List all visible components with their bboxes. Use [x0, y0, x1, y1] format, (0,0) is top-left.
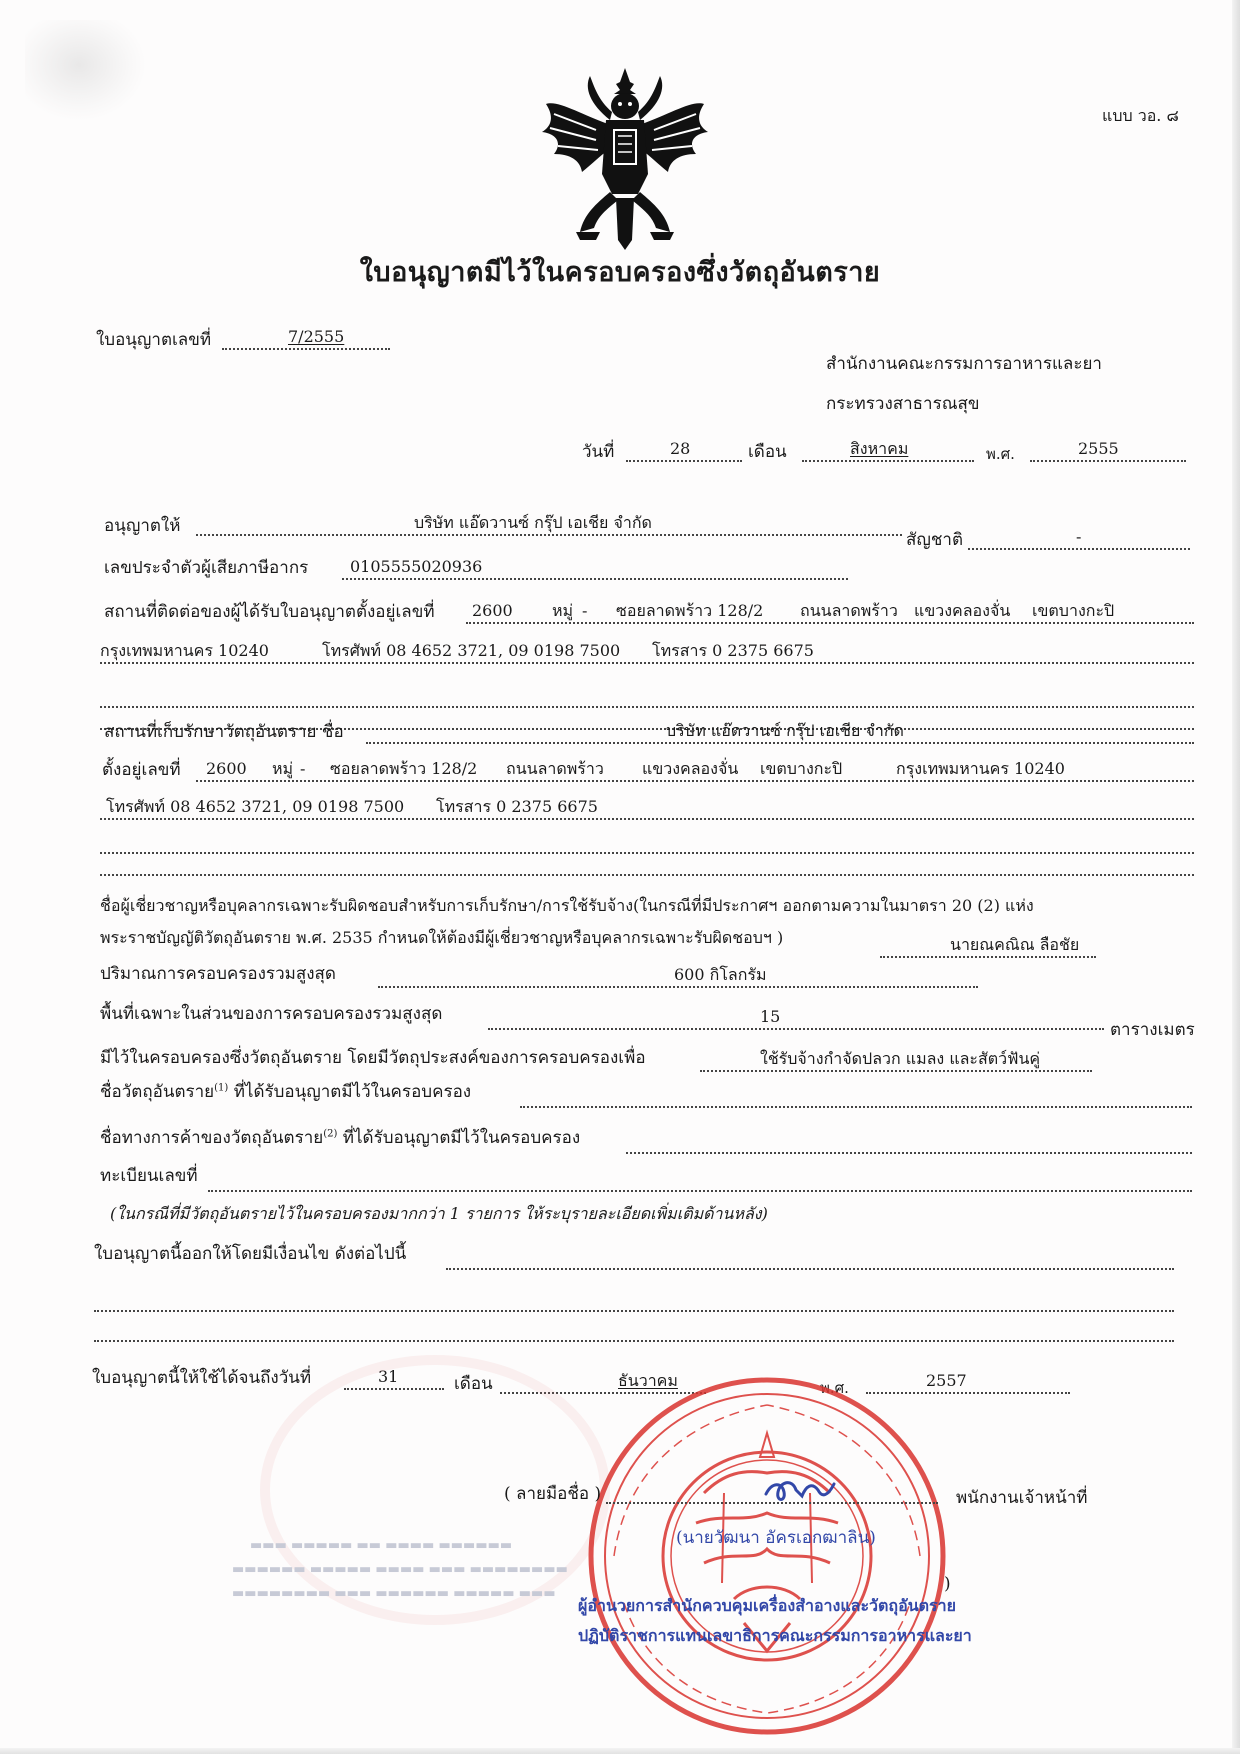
contact-line-2: [100, 640, 1194, 664]
storage-district: เขตบางกะปิ: [760, 759, 843, 778]
storage-road: ถนนลาดพร้าว: [506, 759, 604, 778]
storage-line-1: [196, 758, 1194, 782]
issue-day-label: วันที่: [582, 442, 615, 462]
valid-year-value: 2557: [926, 1371, 967, 1390]
show-through-text: ▬▬▬▬▬▬▬▬ ▬▬▬ ▬▬▬▬▬▬ ▬▬▬▬▬ ▬▬▬: [232, 1586, 556, 1601]
multiple-substances-note: (ในกรณีที่มีวัตถุอันตรายไว้ในครอบครองมากกว่า 1 รายการ ให้ระบุรายละเอียดเพิ่มเติมด้านหลัง): [110, 1204, 768, 1223]
issue-day-value: 28: [670, 439, 691, 458]
substance-name-label-b: ที่ได้รับอนุญาตมีไว้ในครอบครอง: [233, 1082, 472, 1102]
storage-moo: -: [300, 759, 306, 778]
signer-position-1: ผู้อำนวยการสำนักควบคุมเครื่องสำอางและวัตถุอันตราย: [578, 1596, 957, 1615]
trade-name-field: [626, 1130, 1192, 1154]
substance-name-label: [100, 1078, 471, 1105]
official-seal: [584, 1373, 950, 1739]
valid-until-label: ใบอนุญาตนี้ให้ใช้ได้จนถึงวันที่: [92, 1368, 312, 1388]
signature-label: ( ลายมือชื่อ ): [504, 1484, 602, 1504]
issue-year-value: 2555: [1078, 439, 1119, 458]
issue-day-field: [626, 438, 742, 462]
conditions-line-2: [94, 1288, 1174, 1312]
issue-month-label: เดือน: [748, 442, 787, 462]
signer-position-2: ปฏิบัติราชการแทนเลขาธิการคณะกรรมการอาหารและยา: [578, 1626, 972, 1645]
contact-line-1: [466, 600, 1194, 624]
storage-province: กรุงเทพมหานคร 10240: [896, 759, 1065, 778]
paper-smudge: [25, 20, 145, 120]
conditions-line-1: [446, 1246, 1174, 1270]
contact-province: กรุงเทพมหานคร 10240: [100, 641, 269, 660]
tax-id-field: [342, 556, 848, 580]
trade-name-label-b: ที่ได้รับอนุญาตมีไว้ในครอบครอง: [342, 1128, 581, 1148]
registration-field: [208, 1168, 1192, 1192]
issuer-ministry: กระทรวงสาธารณสุข: [826, 394, 980, 414]
contact-district: เขตบางกะปิ: [1032, 601, 1115, 620]
expert-name-field: [880, 934, 1096, 958]
nationality-value: -: [1076, 527, 1082, 546]
contact-house-no: 2600: [472, 601, 513, 620]
max-quantity-label: ปริมาณการครอบครองรวมสูงสุด: [100, 964, 336, 984]
contact-road: ถนนลาดพร้าว: [800, 601, 898, 620]
form-code: แบบ วอ. ๘: [1102, 106, 1179, 125]
valid-year-label: พ.ศ.: [820, 1379, 849, 1397]
storage-label: สถานที่เก็บรักษาวัตถุอันตราย ชื่อ: [104, 722, 344, 742]
tax-id-label: เลขประจำตัวผู้เสียภาษีอากร: [104, 558, 309, 578]
nationality-field: [968, 526, 1190, 550]
conditions-label: ใบอนุญาตนี้ออกให้โดยมีเงื่อนไข ดังต่อไปนี้: [94, 1244, 407, 1264]
show-through-text: ▬▬▬▬▬▬ ▬▬▬▬▬ ▬▬▬▬ ▬▬▬ ▬▬▬▬▬▬▬▬: [232, 1562, 568, 1577]
registration-label: ทะเบียนเลขที่: [100, 1166, 198, 1186]
storage-fax: โทรสาร 0 2375 6675: [436, 797, 598, 816]
issuer-office: สำนักงานคณะกรรมการอาหารและยา: [826, 354, 1102, 374]
issue-month-field: [802, 438, 974, 462]
valid-month-label: เดือน: [454, 1374, 493, 1394]
grantee-label: อนุญาตให้: [104, 516, 181, 536]
storage-line-2: [100, 796, 1194, 820]
trade-name-label: [100, 1124, 580, 1151]
storage-address-label: ตั้งอยู่เลขที่: [102, 760, 181, 780]
valid-month-value: ธันวาคม: [618, 1371, 678, 1390]
paper-edge-bottom: [0, 1748, 1240, 1754]
issue-year-label: พ.ศ.: [986, 445, 1015, 463]
storage-subdistrict: แขวงคลองจั่น: [642, 759, 739, 778]
max-quantity-value: 600 กิโลกรัม: [674, 965, 767, 984]
nationality-label: สัญชาติ: [906, 530, 963, 550]
footnote-1-mark: (1): [214, 1082, 229, 1094]
valid-day-value: 31: [378, 1367, 399, 1386]
trade-name-label-a: ชื่อทางการค้าของวัตถุอันตราย: [100, 1128, 324, 1148]
storage-phone: โทรศัพท์ 08 4652 3721, 09 0198 7500: [106, 797, 405, 816]
contact-moo-label: หมู่: [552, 601, 574, 620]
permit-no-field: [222, 326, 390, 350]
permit-no-value: 7/2555: [288, 327, 345, 346]
storage-name-field: [366, 720, 1194, 744]
contact-line-3: [100, 684, 1194, 708]
permit-no-label: ใบอนุญาตเลขที่: [96, 330, 212, 350]
show-through-text: ▬▬▬ ▬▬▬▬▬ ▬▬ ▬▬▬▬ ▬▬▬▬▬▬: [250, 1538, 513, 1553]
grantee-field: [196, 512, 902, 536]
max-area-unit: ตารางเมตร: [1110, 1020, 1195, 1040]
handwritten-signature: [762, 1468, 842, 1508]
max-quantity-field: [378, 964, 978, 988]
expert-text-1: ชื่อผู้เชี่ยวชาญหรือบุคลากรเฉพาะรับผิดชอบสำหรับการเก็บรักษา/การใช้รับจ้าง(ในกรณีที่มีประกาศฯ ออกตามความในมาตรา 20 (2) แห่ง: [100, 896, 1034, 915]
contact-fax: โทรสาร 0 2375 6675: [652, 641, 814, 660]
officer-role: พนักงานเจ้าหน้าที่: [956, 1488, 1088, 1508]
tax-id-value: 0105555020936: [350, 557, 483, 576]
contact-label: สถานที่ติดต่อของผู้ได้รับใบอนุญาตตั้งอยู่เลขที่: [104, 602, 435, 622]
storage-line-4: [100, 852, 1194, 876]
garuda-emblem: [540, 64, 710, 254]
contact-soi: ซอยลาดพร้าว 128/2: [616, 601, 764, 620]
storage-soi: ซอยลาดพร้าว 128/2: [330, 759, 478, 778]
signer-name: (นายวัฒนา อัครเอกฒาลิน): [676, 1528, 876, 1548]
contact-subdistrict: แขวงคลองจั่น: [914, 601, 1011, 620]
issue-month-value: สิงหาคม: [850, 439, 909, 458]
expert-name: นายณคณิณ ลือชัย: [950, 935, 1080, 954]
purpose-label: มีไว้ในครอบครองซึ่งวัตถุอันตราย โดยมีวัตถุประสงค์ของการครอบครองเพื่อ: [100, 1048, 646, 1068]
substance-name-label-a: ชื่อวัตถุอันตราย: [100, 1082, 215, 1102]
max-area-value: 15: [760, 1007, 781, 1026]
expert-text-2: พระราชบัญญัติวัตถุอันตราย พ.ศ. 2535 กำหนดให้ต้องมีผู้เชี่ยวชาญหรือบุคลากรเฉพาะรับผิดชอบฯ ): [100, 928, 784, 947]
issue-year-field: [1030, 438, 1186, 462]
contact-moo: -: [582, 601, 588, 620]
storage-line-3: [100, 830, 1194, 854]
footnote-2-mark: (2): [323, 1128, 338, 1140]
storage-moo-label: หมู่: [272, 759, 294, 778]
substance-name-field: [520, 1084, 1192, 1108]
storage-house-no: 2600: [206, 759, 247, 778]
storage-name: บริษัท แอ๊ดวานซ์ กรุ๊ป เอเชีย จำกัด: [666, 721, 904, 740]
contact-phone: โทรศัพท์ 08 4652 3721, 09 0198 7500: [322, 641, 621, 660]
purpose-field: [700, 1048, 1092, 1072]
document-title: ใบอนุญาตมีไว้ในครอบครองซึ่งวัตถุอันตราย: [359, 257, 881, 288]
purpose-value: ใช้รับจ้างกำจัดปลวก แมลง และสัตว์ฟันคู่: [760, 1049, 1041, 1068]
grantee-value: บริษัท แอ๊ดวานซ์ กรุ๊ป เอเชีย จำกัด: [414, 513, 652, 532]
conditions-line-3: [94, 1318, 1174, 1342]
max-area-field: [488, 1006, 1104, 1030]
max-area-label: พื้นที่เฉพาะในส่วนของการครอบครองรวมสูงสุด: [100, 1004, 443, 1024]
signer-close-paren: ): [944, 1574, 951, 1594]
